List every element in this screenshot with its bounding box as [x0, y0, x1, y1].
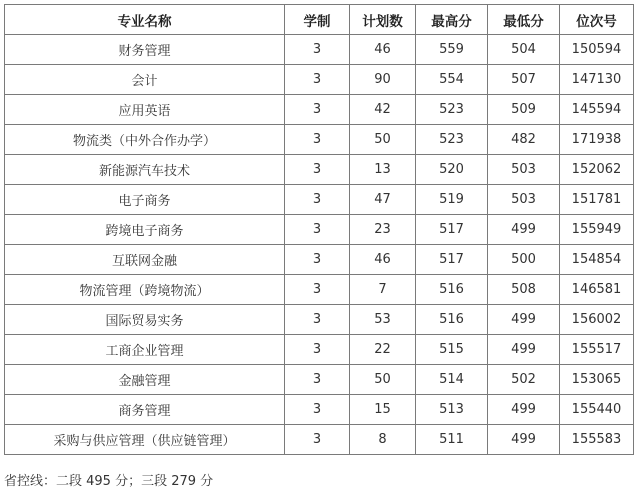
header-rank: 位次号 [560, 5, 634, 35]
cell-max-score: 517 [416, 245, 488, 275]
admission-table-container [4, 4, 634, 455]
cell-min-score: 500 [488, 245, 560, 275]
cell-min-score: 499 [488, 425, 560, 455]
cell-max-score: 559 [416, 35, 488, 65]
cell-plan-count: 7 [350, 275, 416, 305]
cell-max-score: 516 [416, 275, 488, 305]
cell-max-score: 513 [416, 395, 488, 425]
cell-min-score: 499 [488, 395, 560, 425]
provincial-control-line-note: 省控线：二段 495 分；三段 279 分 [4, 474, 214, 489]
cell-min-score: 502 [488, 365, 560, 395]
table-body [5, 35, 634, 455]
cell-major-name: 应用英语 [5, 95, 285, 125]
cell-duration: 3 [285, 305, 350, 335]
cell-rank: 155440 [560, 395, 634, 425]
cell-rank: 155949 [560, 215, 634, 245]
cell-plan-count: 50 [350, 365, 416, 395]
table-row [5, 185, 634, 215]
cell-rank: 155517 [560, 335, 634, 365]
cell-max-score: 519 [416, 185, 488, 215]
cell-max-score: 520 [416, 155, 488, 185]
table-row [5, 305, 634, 335]
cell-rank: 152062 [560, 155, 634, 185]
cell-plan-count: 22 [350, 335, 416, 365]
cell-min-score: 499 [488, 335, 560, 365]
cell-major-name: 互联网金融 [5, 245, 285, 275]
cell-min-score: 508 [488, 275, 560, 305]
cell-major-name: 物流管理（跨境物流） [5, 275, 285, 305]
cell-rank: 153065 [560, 365, 634, 395]
cell-duration: 3 [285, 395, 350, 425]
cell-duration: 3 [285, 245, 350, 275]
cell-duration: 3 [285, 335, 350, 365]
cell-duration: 3 [285, 365, 350, 395]
cell-plan-count: 90 [350, 65, 416, 95]
cell-plan-count: 13 [350, 155, 416, 185]
cell-major-name: 国际贸易实务 [5, 305, 285, 335]
cell-min-score: 482 [488, 125, 560, 155]
cell-major-name: 工商企业管理 [5, 335, 285, 365]
cell-min-score: 503 [488, 185, 560, 215]
cell-major-name: 财务管理 [5, 35, 285, 65]
header-min-score: 最低分 [488, 5, 560, 35]
cell-plan-count: 50 [350, 125, 416, 155]
cell-max-score: 554 [416, 65, 488, 95]
cell-plan-count: 47 [350, 185, 416, 215]
cell-min-score: 499 [488, 215, 560, 245]
table-header-row [5, 5, 634, 35]
cell-max-score: 516 [416, 305, 488, 335]
cell-rank: 150594 [560, 35, 634, 65]
cell-max-score: 523 [416, 95, 488, 125]
admission-score-table [4, 4, 634, 455]
table-row [5, 275, 634, 305]
cell-rank: 146581 [560, 275, 634, 305]
cell-duration: 3 [285, 35, 350, 65]
cell-plan-count: 8 [350, 425, 416, 455]
cell-plan-count: 42 [350, 95, 416, 125]
cell-max-score: 515 [416, 335, 488, 365]
cell-min-score: 499 [488, 305, 560, 335]
cell-max-score: 514 [416, 365, 488, 395]
table-row [5, 395, 634, 425]
table-row [5, 35, 634, 65]
cell-major-name: 物流类（中外合作办学） [5, 125, 285, 155]
table-row [5, 215, 634, 245]
cell-min-score: 503 [488, 155, 560, 185]
table-row [5, 335, 634, 365]
table-row [5, 245, 634, 275]
cell-major-name: 新能源汽车技术 [5, 155, 285, 185]
cell-rank: 147130 [560, 65, 634, 95]
table-row [5, 425, 634, 455]
cell-rank: 155583 [560, 425, 634, 455]
table-row [5, 155, 634, 185]
cell-duration: 3 [285, 215, 350, 245]
cell-min-score: 504 [488, 35, 560, 65]
cell-major-name: 跨境电子商务 [5, 215, 285, 245]
cell-plan-count: 53 [350, 305, 416, 335]
cell-rank: 145594 [560, 95, 634, 125]
cell-max-score: 511 [416, 425, 488, 455]
cell-plan-count: 23 [350, 215, 416, 245]
table-row [5, 65, 634, 95]
header-major-name: 专业名称 [5, 5, 285, 35]
cell-rank: 151781 [560, 185, 634, 215]
cell-major-name: 会计 [5, 65, 285, 95]
cell-major-name: 电子商务 [5, 185, 285, 215]
cell-plan-count: 15 [350, 395, 416, 425]
header-max-score: 最高分 [416, 5, 488, 35]
table-row [5, 125, 634, 155]
cell-plan-count: 46 [350, 245, 416, 275]
cell-rank: 154854 [560, 245, 634, 275]
cell-major-name: 金融管理 [5, 365, 285, 395]
cell-duration: 3 [285, 95, 350, 125]
cell-min-score: 509 [488, 95, 560, 125]
header-duration: 学制 [285, 5, 350, 35]
cell-max-score: 517 [416, 215, 488, 245]
cell-duration: 3 [285, 425, 350, 455]
cell-duration: 3 [285, 125, 350, 155]
cell-max-score: 523 [416, 125, 488, 155]
cell-duration: 3 [285, 65, 350, 95]
table-row [5, 365, 634, 395]
cell-min-score: 507 [488, 65, 560, 95]
cell-major-name: 商务管理 [5, 395, 285, 425]
cell-duration: 3 [285, 155, 350, 185]
cell-duration: 3 [285, 185, 350, 215]
cell-rank: 171938 [560, 125, 634, 155]
table-row [5, 95, 634, 125]
cell-duration: 3 [285, 275, 350, 305]
cell-rank: 156002 [560, 305, 634, 335]
cell-major-name: 采购与供应管理（供应链管理） [5, 425, 285, 455]
header-plan-count: 计划数 [350, 5, 416, 35]
cell-plan-count: 46 [350, 35, 416, 65]
